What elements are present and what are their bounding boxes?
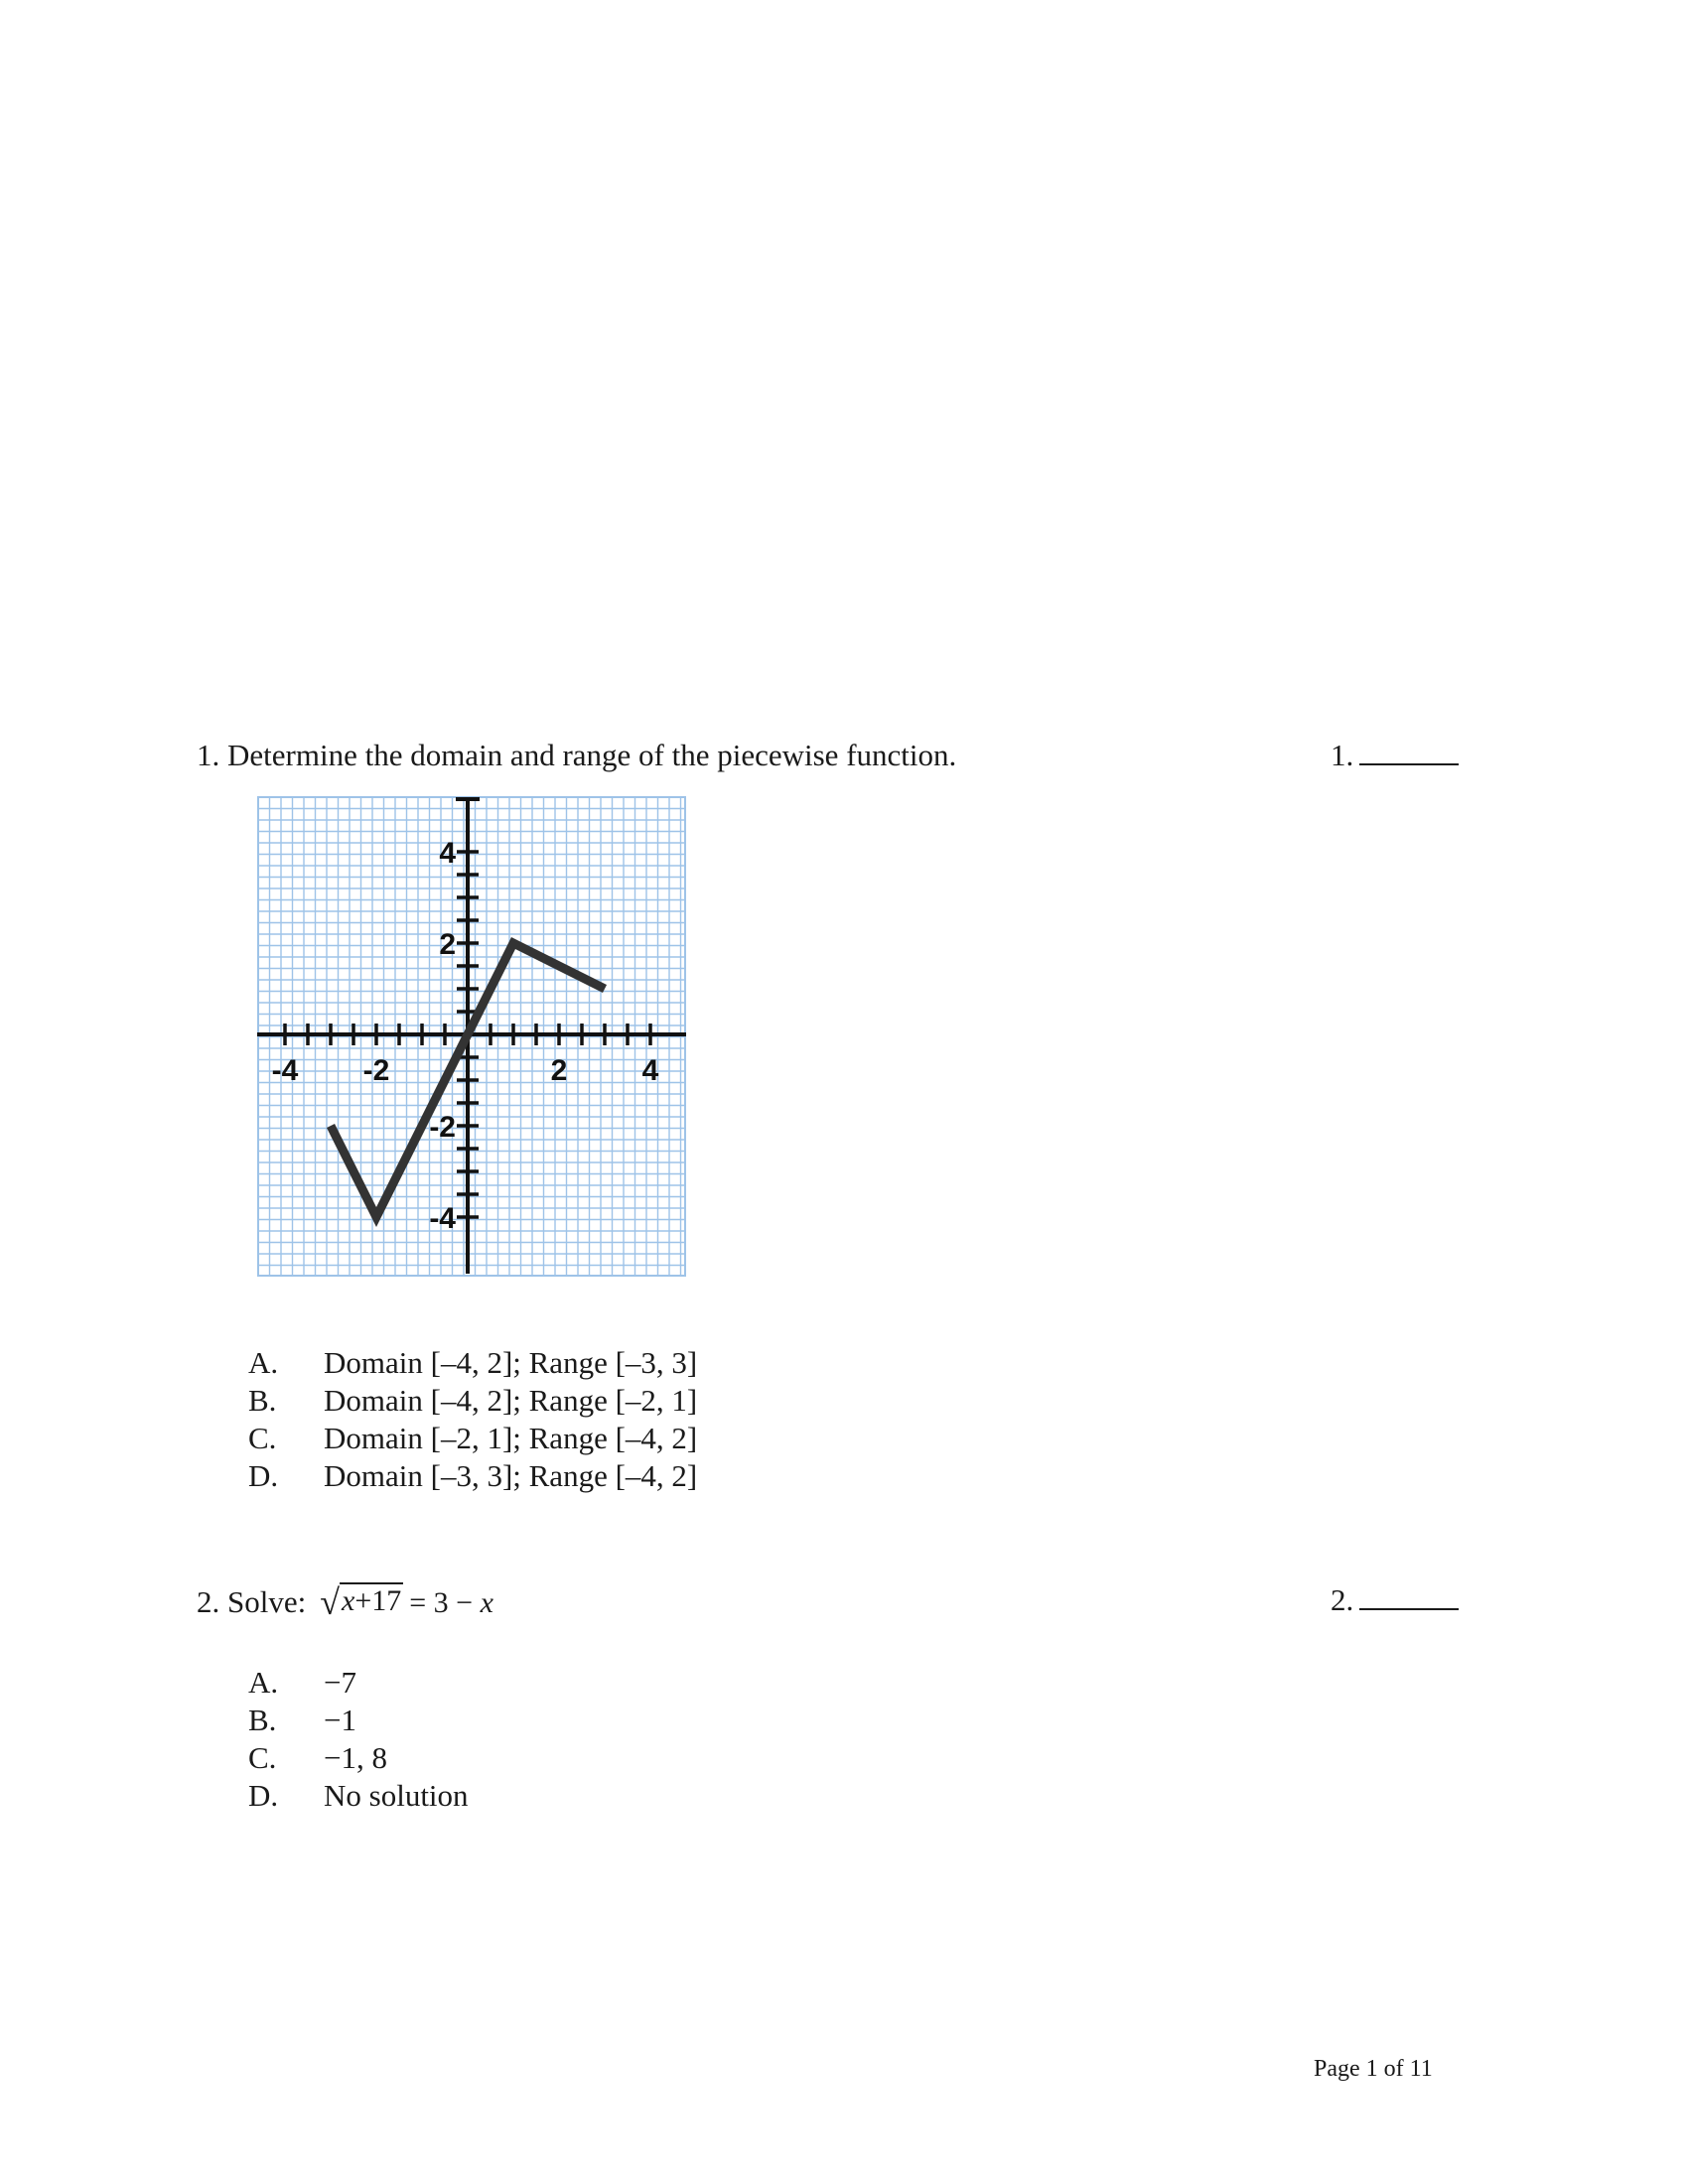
choice-letter: A. — [248, 1665, 279, 1700]
choice-2c[interactable] — [248, 1739, 469, 1777]
choice-text: Domain [–4, 2]; Range [–2, 1] — [324, 1383, 698, 1418]
choice-text: Domain [–2, 1]; Range [–4, 2] — [324, 1421, 698, 1455]
radicand-constant: +17 — [354, 1584, 402, 1617]
choice-letter: C. — [248, 1421, 277, 1455]
x-tick-label: 4 — [641, 1054, 659, 1087]
choice-1d[interactable] — [248, 1457, 697, 1495]
question-2-label: 2. Solve: — [197, 1584, 307, 1619]
question-2-prompt — [197, 1582, 493, 1621]
page-number: Page 1 of 11 — [1314, 2056, 1433, 2082]
question-1-choices — [248, 1344, 697, 1495]
question-1-prompt: 1. Determine the domain and range of the piecewise function. — [197, 738, 957, 772]
x-tick-label: 2 — [550, 1054, 568, 1087]
choice-1a[interactable] — [248, 1344, 697, 1382]
x-tick-label: -4 — [271, 1054, 299, 1087]
answer-label-1: 1. — [1331, 738, 1354, 772]
answer-line-1 — [1359, 742, 1459, 765]
answer-blank-2[interactable] — [1331, 1582, 1459, 1618]
choice-text: −7 — [324, 1665, 356, 1700]
choice-2d[interactable] — [248, 1777, 469, 1815]
y-tick-label: -2 — [429, 1111, 456, 1144]
choice-letter: A. — [248, 1345, 279, 1380]
radicand-variable: x — [342, 1584, 355, 1617]
piecewise-function-graph — [253, 789, 690, 1281]
choice-letter: B. — [248, 1383, 277, 1418]
choice-2b[interactable] — [248, 1702, 469, 1739]
equation-rhs-variable: x — [480, 1586, 493, 1619]
choice-text: No solution — [324, 1778, 469, 1813]
radicand — [340, 1582, 403, 1618]
choice-letter: C. — [248, 1740, 277, 1775]
y-tick-label: 4 — [439, 837, 456, 870]
square-root — [320, 1582, 403, 1622]
choice-2a[interactable] — [248, 1664, 469, 1702]
choice-text: Domain [–4, 2]; Range [–3, 3] — [324, 1345, 698, 1380]
y-tick-label: -4 — [429, 1202, 456, 1235]
x-tick-label: -2 — [362, 1054, 390, 1087]
answer-line-2 — [1359, 1586, 1459, 1610]
choice-text: −1, 8 — [324, 1740, 387, 1775]
answer-label-2: 2. — [1331, 1582, 1354, 1617]
choice-1c[interactable] — [248, 1420, 697, 1457]
question-2-choices — [248, 1664, 469, 1815]
y-tick-label: 2 — [439, 928, 456, 961]
choice-text: Domain [–3, 3]; Range [–4, 2] — [324, 1458, 698, 1493]
equation-rhs: = 3 − — [409, 1586, 481, 1619]
choice-letter: D. — [248, 1458, 279, 1493]
choice-1b[interactable] — [248, 1382, 697, 1420]
answer-blank-1[interactable] — [1331, 738, 1459, 773]
choice-text: −1 — [324, 1703, 356, 1737]
radical-sign-icon: √ — [320, 1582, 340, 1622]
choice-letter: D. — [248, 1778, 279, 1813]
choice-letter: B. — [248, 1703, 277, 1737]
equation — [306, 1582, 493, 1621]
